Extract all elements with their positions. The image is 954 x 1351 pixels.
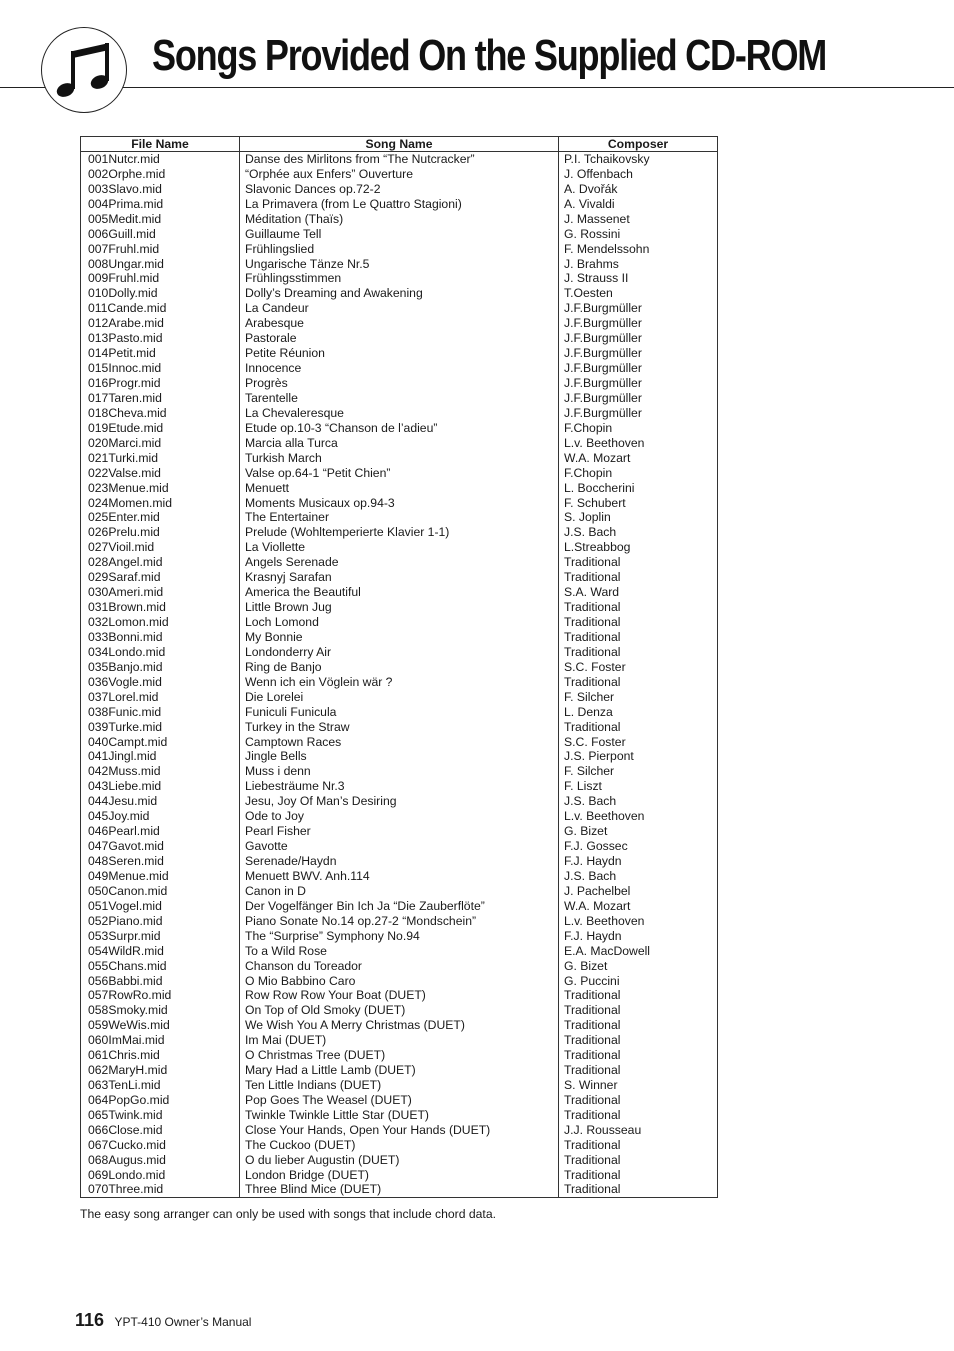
table-row	[81, 869, 718, 884]
composer-cell: Traditional	[559, 615, 718, 630]
table-row	[81, 166, 718, 181]
composer-cell: Traditional	[559, 555, 718, 570]
file-name-cell: 022Valse.mid	[81, 465, 240, 480]
column-header-file-name: File Name	[81, 137, 240, 152]
composer-cell: F. Mendelssohn	[559, 241, 718, 256]
table-row	[81, 1137, 718, 1152]
table-row	[81, 301, 718, 316]
file-name-cell: 033Bonni.mid	[81, 630, 240, 645]
song-name-cell: Dolly’s Dreaming and Awakening	[240, 286, 559, 301]
composer-cell: Traditional	[559, 1048, 718, 1063]
table-row	[81, 495, 718, 510]
table-row	[81, 644, 718, 659]
composer-cell: J. Strauss II	[559, 271, 718, 286]
table-row	[81, 734, 718, 749]
table-row	[81, 704, 718, 719]
composer-cell: J.J. Rousseau	[559, 1122, 718, 1137]
table-row	[81, 689, 718, 704]
composer-cell: G. Rossini	[559, 226, 718, 241]
composer-cell: F. Liszt	[559, 779, 718, 794]
file-name-cell: 025Enter.mid	[81, 510, 240, 525]
song-name-cell: London Bridge (DUET)	[240, 1167, 559, 1182]
composer-cell: G. Bizet	[559, 958, 718, 973]
composer-cell: J.S. Bach	[559, 794, 718, 809]
file-name-cell: 061Chris.mid	[81, 1048, 240, 1063]
composer-cell: Traditional	[559, 1182, 718, 1197]
file-name-cell: 050Canon.mid	[81, 883, 240, 898]
file-name-cell: 060ImMai.mid	[81, 1033, 240, 1048]
song-name-cell: The Entertainer	[240, 510, 559, 525]
table-row	[81, 435, 718, 450]
composer-cell: S. Joplin	[559, 510, 718, 525]
file-name-cell: 013Pasto.mid	[81, 331, 240, 346]
file-name-cell: 034Londo.mid	[81, 644, 240, 659]
file-name-cell: 048Seren.mid	[81, 854, 240, 869]
composer-cell: F.Chopin	[559, 465, 718, 480]
composer-cell: F.J. Haydn	[559, 854, 718, 869]
song-name-cell: Ungarische Tänze Nr.5	[240, 256, 559, 271]
table-row	[81, 555, 718, 570]
song-name-cell: La Viollette	[240, 540, 559, 555]
song-name-cell: O du lieber Augustin (DUET)	[240, 1152, 559, 1167]
file-name-cell: 069Londo.mid	[81, 1167, 240, 1182]
table-row	[81, 615, 718, 630]
composer-cell: E.A. MacDowell	[559, 943, 718, 958]
song-name-cell: Angels Serenade	[240, 555, 559, 570]
song-name-cell: Three Blind Mice (DUET)	[240, 1182, 559, 1197]
song-name-cell: Valse op.64-1 “Petit Chien”	[240, 465, 559, 480]
page-footer	[75, 1310, 251, 1331]
composer-cell: Traditional	[559, 1152, 718, 1167]
table-row	[81, 1108, 718, 1123]
table-row	[81, 1122, 718, 1137]
table-row	[81, 749, 718, 764]
table-row	[81, 674, 718, 689]
song-name-cell: The Cuckoo (DUET)	[240, 1137, 559, 1152]
table-row	[81, 211, 718, 226]
table-row	[81, 585, 718, 600]
table-row	[81, 271, 718, 286]
song-name-cell: Serenade/Haydn	[240, 854, 559, 869]
composer-cell: Traditional	[559, 1003, 718, 1018]
composer-cell: Traditional	[559, 1033, 718, 1048]
table-row	[81, 196, 718, 211]
file-name-cell: 058Smoky.mid	[81, 1003, 240, 1018]
composer-cell: Traditional	[559, 644, 718, 659]
song-name-cell: The “Surprise” Symphony No.94	[240, 928, 559, 943]
composer-cell: Traditional	[559, 1167, 718, 1182]
file-name-cell: 053Surpr.mid	[81, 928, 240, 943]
file-name-cell: 041Jingl.mid	[81, 749, 240, 764]
file-name-cell: 038Funic.mid	[81, 704, 240, 719]
file-name-cell: 047Gavot.mid	[81, 839, 240, 854]
page-number: 116	[75, 1310, 105, 1330]
song-name-cell: Camptown Races	[240, 734, 559, 749]
table-row	[81, 465, 718, 480]
composer-cell: Traditional	[559, 1093, 718, 1108]
file-name-cell: 015Innoc.mid	[81, 361, 240, 376]
file-name-cell: 012Arabe.mid	[81, 316, 240, 331]
file-name-cell: 062MaryH.mid	[81, 1063, 240, 1078]
file-name-cell: 020Marci.mid	[81, 435, 240, 450]
table-row	[81, 1003, 718, 1018]
song-name-cell: Frühlingslied	[240, 241, 559, 256]
file-name-cell: 039Turke.mid	[81, 719, 240, 734]
composer-cell: J.S. Pierpont	[559, 749, 718, 764]
song-name-cell: Petite Réunion	[240, 346, 559, 361]
song-name-cell: On Top of Old Smoky (DUET)	[240, 1003, 559, 1018]
song-name-cell: Muss i denn	[240, 764, 559, 779]
song-name-cell: Tarentelle	[240, 391, 559, 406]
table-row	[81, 1152, 718, 1167]
table-row	[81, 391, 718, 406]
composer-cell: J.F.Burgmüller	[559, 346, 718, 361]
composer-cell: S.C. Foster	[559, 659, 718, 674]
composer-cell: W.A. Mozart	[559, 450, 718, 465]
file-name-cell: 056Babbi.mid	[81, 973, 240, 988]
composer-cell: L.v. Beethoven	[559, 809, 718, 824]
file-name-cell: 054WildR.mid	[81, 943, 240, 958]
table-row	[81, 405, 718, 420]
song-name-cell: Ten Little Indians (DUET)	[240, 1078, 559, 1093]
page-title: Songs Provided On the Supplied CD-ROM	[152, 31, 827, 80]
column-header-composer: Composer	[559, 137, 718, 152]
file-name-cell: 014Petit.mid	[81, 346, 240, 361]
composer-cell: J. Pachelbel	[559, 883, 718, 898]
file-name-cell: 052Piano.mid	[81, 913, 240, 928]
file-name-cell: 042Muss.mid	[81, 764, 240, 779]
table-row	[81, 764, 718, 779]
table-row	[81, 286, 718, 301]
table-row	[81, 719, 718, 734]
song-name-cell: Progrès	[240, 376, 559, 391]
table-row	[81, 854, 718, 869]
composer-cell: J. Massenet	[559, 211, 718, 226]
file-name-cell: 029Saraf.mid	[81, 570, 240, 585]
composer-cell: F. Silcher	[559, 764, 718, 779]
song-name-cell: Etude op.10-3 “Chanson de l’adieu”	[240, 420, 559, 435]
table-row	[81, 600, 718, 615]
file-name-cell: 063TenLi.mid	[81, 1078, 240, 1093]
song-name-cell: Gavotte	[240, 839, 559, 854]
song-name-cell: O Mio Babbino Caro	[240, 973, 559, 988]
song-name-cell: Row Row Row Your Boat (DUET)	[240, 988, 559, 1003]
song-name-cell: Der Vogelfänger Bin Ich Ja “Die Zauberflöte”	[240, 898, 559, 913]
file-name-cell: 057RowRo.mid	[81, 988, 240, 1003]
footnote: The easy song arranger can only be used with songs that include chord data.	[80, 1207, 496, 1221]
table-row	[81, 1078, 718, 1093]
file-name-cell: 004Prima.mid	[81, 196, 240, 211]
composer-cell: J.S. Bach	[559, 869, 718, 884]
table-row	[81, 794, 718, 809]
table-row	[81, 181, 718, 196]
song-name-cell: La Candeur	[240, 301, 559, 316]
composer-cell: L. Boccherini	[559, 480, 718, 495]
songs-table	[80, 136, 718, 1198]
song-name-cell: Pop Goes The Weasel (DUET)	[240, 1093, 559, 1108]
composer-cell: F. Schubert	[559, 495, 718, 510]
composer-cell: J.F.Burgmüller	[559, 361, 718, 376]
file-name-cell: 055Chans.mid	[81, 958, 240, 973]
file-name-cell: 049Menue.mid	[81, 869, 240, 884]
file-name-cell: 016Progr.mid	[81, 376, 240, 391]
music-note-icon	[41, 27, 127, 113]
composer-cell: L.v. Beethoven	[559, 913, 718, 928]
file-name-cell: 005Medit.mid	[81, 211, 240, 226]
file-name-cell: 002Orphe.mid	[81, 166, 240, 181]
song-name-cell: My Bonnie	[240, 630, 559, 645]
file-name-cell: 009Fruhl.mid	[81, 271, 240, 286]
table-row	[81, 839, 718, 854]
file-name-cell: 001Nutcr.mid	[81, 152, 240, 167]
song-name-cell: O Christmas Tree (DUET)	[240, 1048, 559, 1063]
composer-cell: S.A. Ward	[559, 585, 718, 600]
song-name-cell: Pastorale	[240, 331, 559, 346]
composer-cell: A. Vivaldi	[559, 196, 718, 211]
table-row	[81, 958, 718, 973]
table-row	[81, 1018, 718, 1033]
file-name-cell: 006Guill.mid	[81, 226, 240, 241]
file-name-cell: 064PopGo.mid	[81, 1093, 240, 1108]
composer-cell: Traditional	[559, 630, 718, 645]
composer-cell: W.A. Mozart	[559, 898, 718, 913]
composer-cell: Traditional	[559, 1108, 718, 1123]
composer-cell: J.F.Burgmüller	[559, 376, 718, 391]
file-name-cell: 036Vogle.mid	[81, 674, 240, 689]
song-name-cell: Canon in D	[240, 883, 559, 898]
song-name-cell: Jingle Bells	[240, 749, 559, 764]
song-name-cell: Slavonic Dances op.72-2	[240, 181, 559, 196]
table-row	[81, 420, 718, 435]
song-name-cell: Funiculi Funicula	[240, 704, 559, 719]
table-row	[81, 450, 718, 465]
composer-cell: J.F.Burgmüller	[559, 331, 718, 346]
file-name-cell: 010Dolly.mid	[81, 286, 240, 301]
table-row	[81, 241, 718, 256]
file-name-cell: 068Augus.mid	[81, 1152, 240, 1167]
table-row	[81, 540, 718, 555]
file-name-cell: 070Three.mid	[81, 1182, 240, 1197]
file-name-cell: 027Vioil.mid	[81, 540, 240, 555]
song-name-cell: Moments Musicaux op.94-3	[240, 495, 559, 510]
song-name-cell: Pearl Fisher	[240, 824, 559, 839]
song-name-cell: Ring de Banjo	[240, 659, 559, 674]
song-name-cell: Danse des Mirlitons from “The Nutcracker”	[240, 152, 559, 167]
composer-cell: L.Streabbog	[559, 540, 718, 555]
composer-cell: Traditional	[559, 988, 718, 1003]
composer-cell: P.I. Tchaikovsky	[559, 152, 718, 167]
composer-cell: T.Oesten	[559, 286, 718, 301]
song-name-cell: Chanson du Toreador	[240, 958, 559, 973]
composer-cell: Traditional	[559, 1063, 718, 1078]
file-name-cell: 046Pearl.mid	[81, 824, 240, 839]
composer-cell: J.S. Bach	[559, 525, 718, 540]
song-name-cell: Die Lorelei	[240, 689, 559, 704]
song-name-cell: Menuett	[240, 480, 559, 495]
composer-cell: Traditional	[559, 1018, 718, 1033]
file-name-cell: 031Brown.mid	[81, 600, 240, 615]
song-name-cell: Liebesträume Nr.3	[240, 779, 559, 794]
composer-cell: F.Chopin	[559, 420, 718, 435]
file-name-cell: 028Angel.mid	[81, 555, 240, 570]
table-row	[81, 883, 718, 898]
file-name-cell: 007Fruhl.mid	[81, 241, 240, 256]
song-name-cell: Twinkle Twinkle Little Star (DUET)	[240, 1108, 559, 1123]
composer-cell: J. Brahms	[559, 256, 718, 271]
table-row	[81, 928, 718, 943]
table-row	[81, 1182, 718, 1197]
song-name-cell: La Chevaleresque	[240, 405, 559, 420]
song-name-cell: Méditation (Thaïs)	[240, 211, 559, 226]
song-name-cell: Wenn ich ein Vöglein wär ?	[240, 674, 559, 689]
composer-cell: S. Winner	[559, 1078, 718, 1093]
file-name-cell: 065Twink.mid	[81, 1108, 240, 1123]
table-row	[81, 913, 718, 928]
composer-cell: Traditional	[559, 674, 718, 689]
table-row	[81, 510, 718, 525]
song-name-cell: Jesu, Joy Of Man’s Desiring	[240, 794, 559, 809]
table-row	[81, 824, 718, 839]
table-row	[81, 152, 718, 167]
file-name-cell: 045Joy.mid	[81, 809, 240, 824]
table-row	[81, 525, 718, 540]
table-row	[81, 1063, 718, 1078]
table-row	[81, 630, 718, 645]
file-name-cell: 011Cande.mid	[81, 301, 240, 316]
table-row	[81, 331, 718, 346]
song-name-cell: America the Beautiful	[240, 585, 559, 600]
column-header-song-name: Song Name	[240, 137, 559, 152]
song-name-cell: Arabesque	[240, 316, 559, 331]
song-name-cell: Turkey in the Straw	[240, 719, 559, 734]
song-name-cell: We Wish You A Merry Christmas (DUET)	[240, 1018, 559, 1033]
file-name-cell: 066Close.mid	[81, 1122, 240, 1137]
table-row	[81, 570, 718, 585]
song-name-cell: Ode to Joy	[240, 809, 559, 824]
file-name-cell: 018Cheva.mid	[81, 405, 240, 420]
table-row	[81, 480, 718, 495]
manual-name: YPT-410 Owner’s Manual	[114, 1315, 252, 1329]
song-name-cell: Close Your Hands, Open Your Hands (DUET)	[240, 1122, 559, 1137]
file-name-cell: 043Liebe.mid	[81, 779, 240, 794]
table-row	[81, 659, 718, 674]
composer-cell: F. Silcher	[559, 689, 718, 704]
composer-cell: F.J. Gossec	[559, 839, 718, 854]
composer-cell: Traditional	[559, 1137, 718, 1152]
composer-cell: G. Bizet	[559, 824, 718, 839]
composer-cell: J. Offenbach	[559, 166, 718, 181]
table-row	[81, 943, 718, 958]
file-name-cell: 019Etude.mid	[81, 420, 240, 435]
file-name-cell: 037Lorel.mid	[81, 689, 240, 704]
song-name-cell: Piano Sonate No.14 op.27-2 “Mondschein”	[240, 913, 559, 928]
file-name-cell: 026Prelu.mid	[81, 525, 240, 540]
song-name-cell: Prelude (Wohltemperierte Klavier 1-1)	[240, 525, 559, 540]
table-row	[81, 1033, 718, 1048]
song-name-cell: Mary Had a Little Lamb (DUET)	[240, 1063, 559, 1078]
file-name-cell: 021Turki.mid	[81, 450, 240, 465]
file-name-cell: 067Cucko.mid	[81, 1137, 240, 1152]
file-name-cell: 059WeWis.mid	[81, 1018, 240, 1033]
composer-cell: Traditional	[559, 570, 718, 585]
song-name-cell: La Primavera (from Le Quattro Stagioni)	[240, 196, 559, 211]
table-row	[81, 226, 718, 241]
table-row	[81, 256, 718, 271]
composer-cell: G. Puccini	[559, 973, 718, 988]
composer-cell: Traditional	[559, 719, 718, 734]
file-name-cell: 035Banjo.mid	[81, 659, 240, 674]
file-name-cell: 030Ameri.mid	[81, 585, 240, 600]
table-row	[81, 376, 718, 391]
table-header-row	[81, 137, 718, 152]
file-name-cell: 003Slavo.mid	[81, 181, 240, 196]
composer-cell: J.F.Burgmüller	[559, 301, 718, 316]
song-name-cell: Menuett BWV. Anh.114	[240, 869, 559, 884]
composer-cell: J.F.Burgmüller	[559, 316, 718, 331]
composer-cell: Traditional	[559, 600, 718, 615]
composer-cell: A. Dvořák	[559, 181, 718, 196]
table-row	[81, 316, 718, 331]
file-name-cell: 051Vogel.mid	[81, 898, 240, 913]
file-name-cell: 040Campt.mid	[81, 734, 240, 749]
song-name-cell: Frühlingsstimmen	[240, 271, 559, 286]
header-rule	[0, 87, 954, 88]
table-row	[81, 973, 718, 988]
song-name-cell: Turkish March	[240, 450, 559, 465]
table-row	[81, 988, 718, 1003]
table-row	[81, 809, 718, 824]
file-name-cell: 023Menue.mid	[81, 480, 240, 495]
table-row	[81, 779, 718, 794]
song-name-cell: To a Wild Rose	[240, 943, 559, 958]
file-name-cell: 017Taren.mid	[81, 391, 240, 406]
song-name-cell: “Orphée aux Enfers” Ouverture	[240, 166, 559, 181]
file-name-cell: 044Jesu.mid	[81, 794, 240, 809]
file-name-cell: 024Momen.mid	[81, 495, 240, 510]
song-name-cell: Guillaume Tell	[240, 226, 559, 241]
composer-cell: L. Denza	[559, 704, 718, 719]
table-row	[81, 1048, 718, 1063]
composer-cell: J.F.Burgmüller	[559, 405, 718, 420]
song-name-cell: Little Brown Jug	[240, 600, 559, 615]
composer-cell: L.v. Beethoven	[559, 435, 718, 450]
table-row	[81, 346, 718, 361]
table-row	[81, 1167, 718, 1182]
composer-cell: S.C. Foster	[559, 734, 718, 749]
composer-cell: F.J. Haydn	[559, 928, 718, 943]
song-name-cell: Krasnyj Sarafan	[240, 570, 559, 585]
table-row	[81, 898, 718, 913]
song-name-cell: Marcia alla Turca	[240, 435, 559, 450]
song-name-cell: Im Mai (DUET)	[240, 1033, 559, 1048]
composer-cell: J.F.Burgmüller	[559, 391, 718, 406]
song-name-cell: Londonderry Air	[240, 644, 559, 659]
table-row	[81, 1093, 718, 1108]
file-name-cell: 032Lomon.mid	[81, 615, 240, 630]
song-rows	[81, 152, 718, 1198]
file-name-cell: 008Ungar.mid	[81, 256, 240, 271]
song-name-cell: Loch Lomond	[240, 615, 559, 630]
song-name-cell: Innocence	[240, 361, 559, 376]
table-row	[81, 361, 718, 376]
